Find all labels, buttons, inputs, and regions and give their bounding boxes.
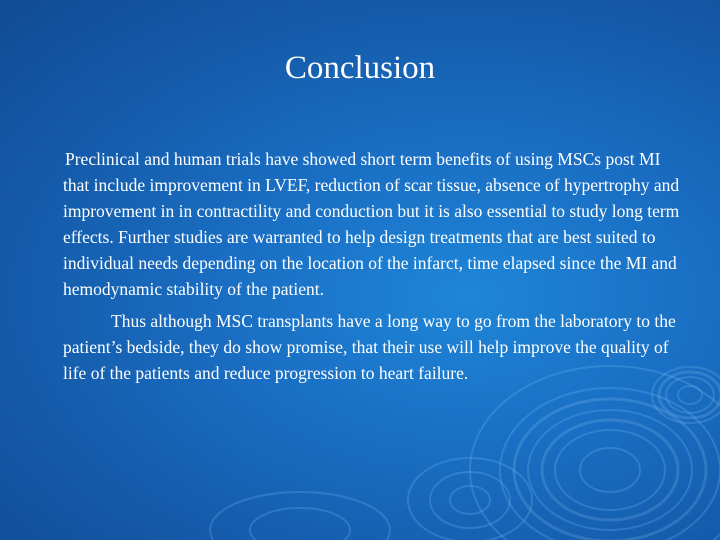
slide-body (63, 146, 683, 386)
slide-title: Conclusion (284, 50, 436, 86)
paragraph-preclinical-trials: Preclinical and human trials have showed short term benefits of using MSCs post MI that include improvement in LVEF, reduction of scar tissue, absence of hypertrophy and improvement in in contractility and conduction but it is also essential to study long term effects. Further studies are warranted to help design treatments that are best suited to individual needs depending on the location of the infarct, time elapsed since the MI and hemodynamic stability of the patient. (63, 149, 680, 299)
paragraph-conclusion-summary: Thus although MSC transplants have a long way to go from the laboratory to the patient’s bedside, they do show promise, that their use will help improve the quality of life of the patients and reduce progression to heart failure. (63, 311, 676, 383)
